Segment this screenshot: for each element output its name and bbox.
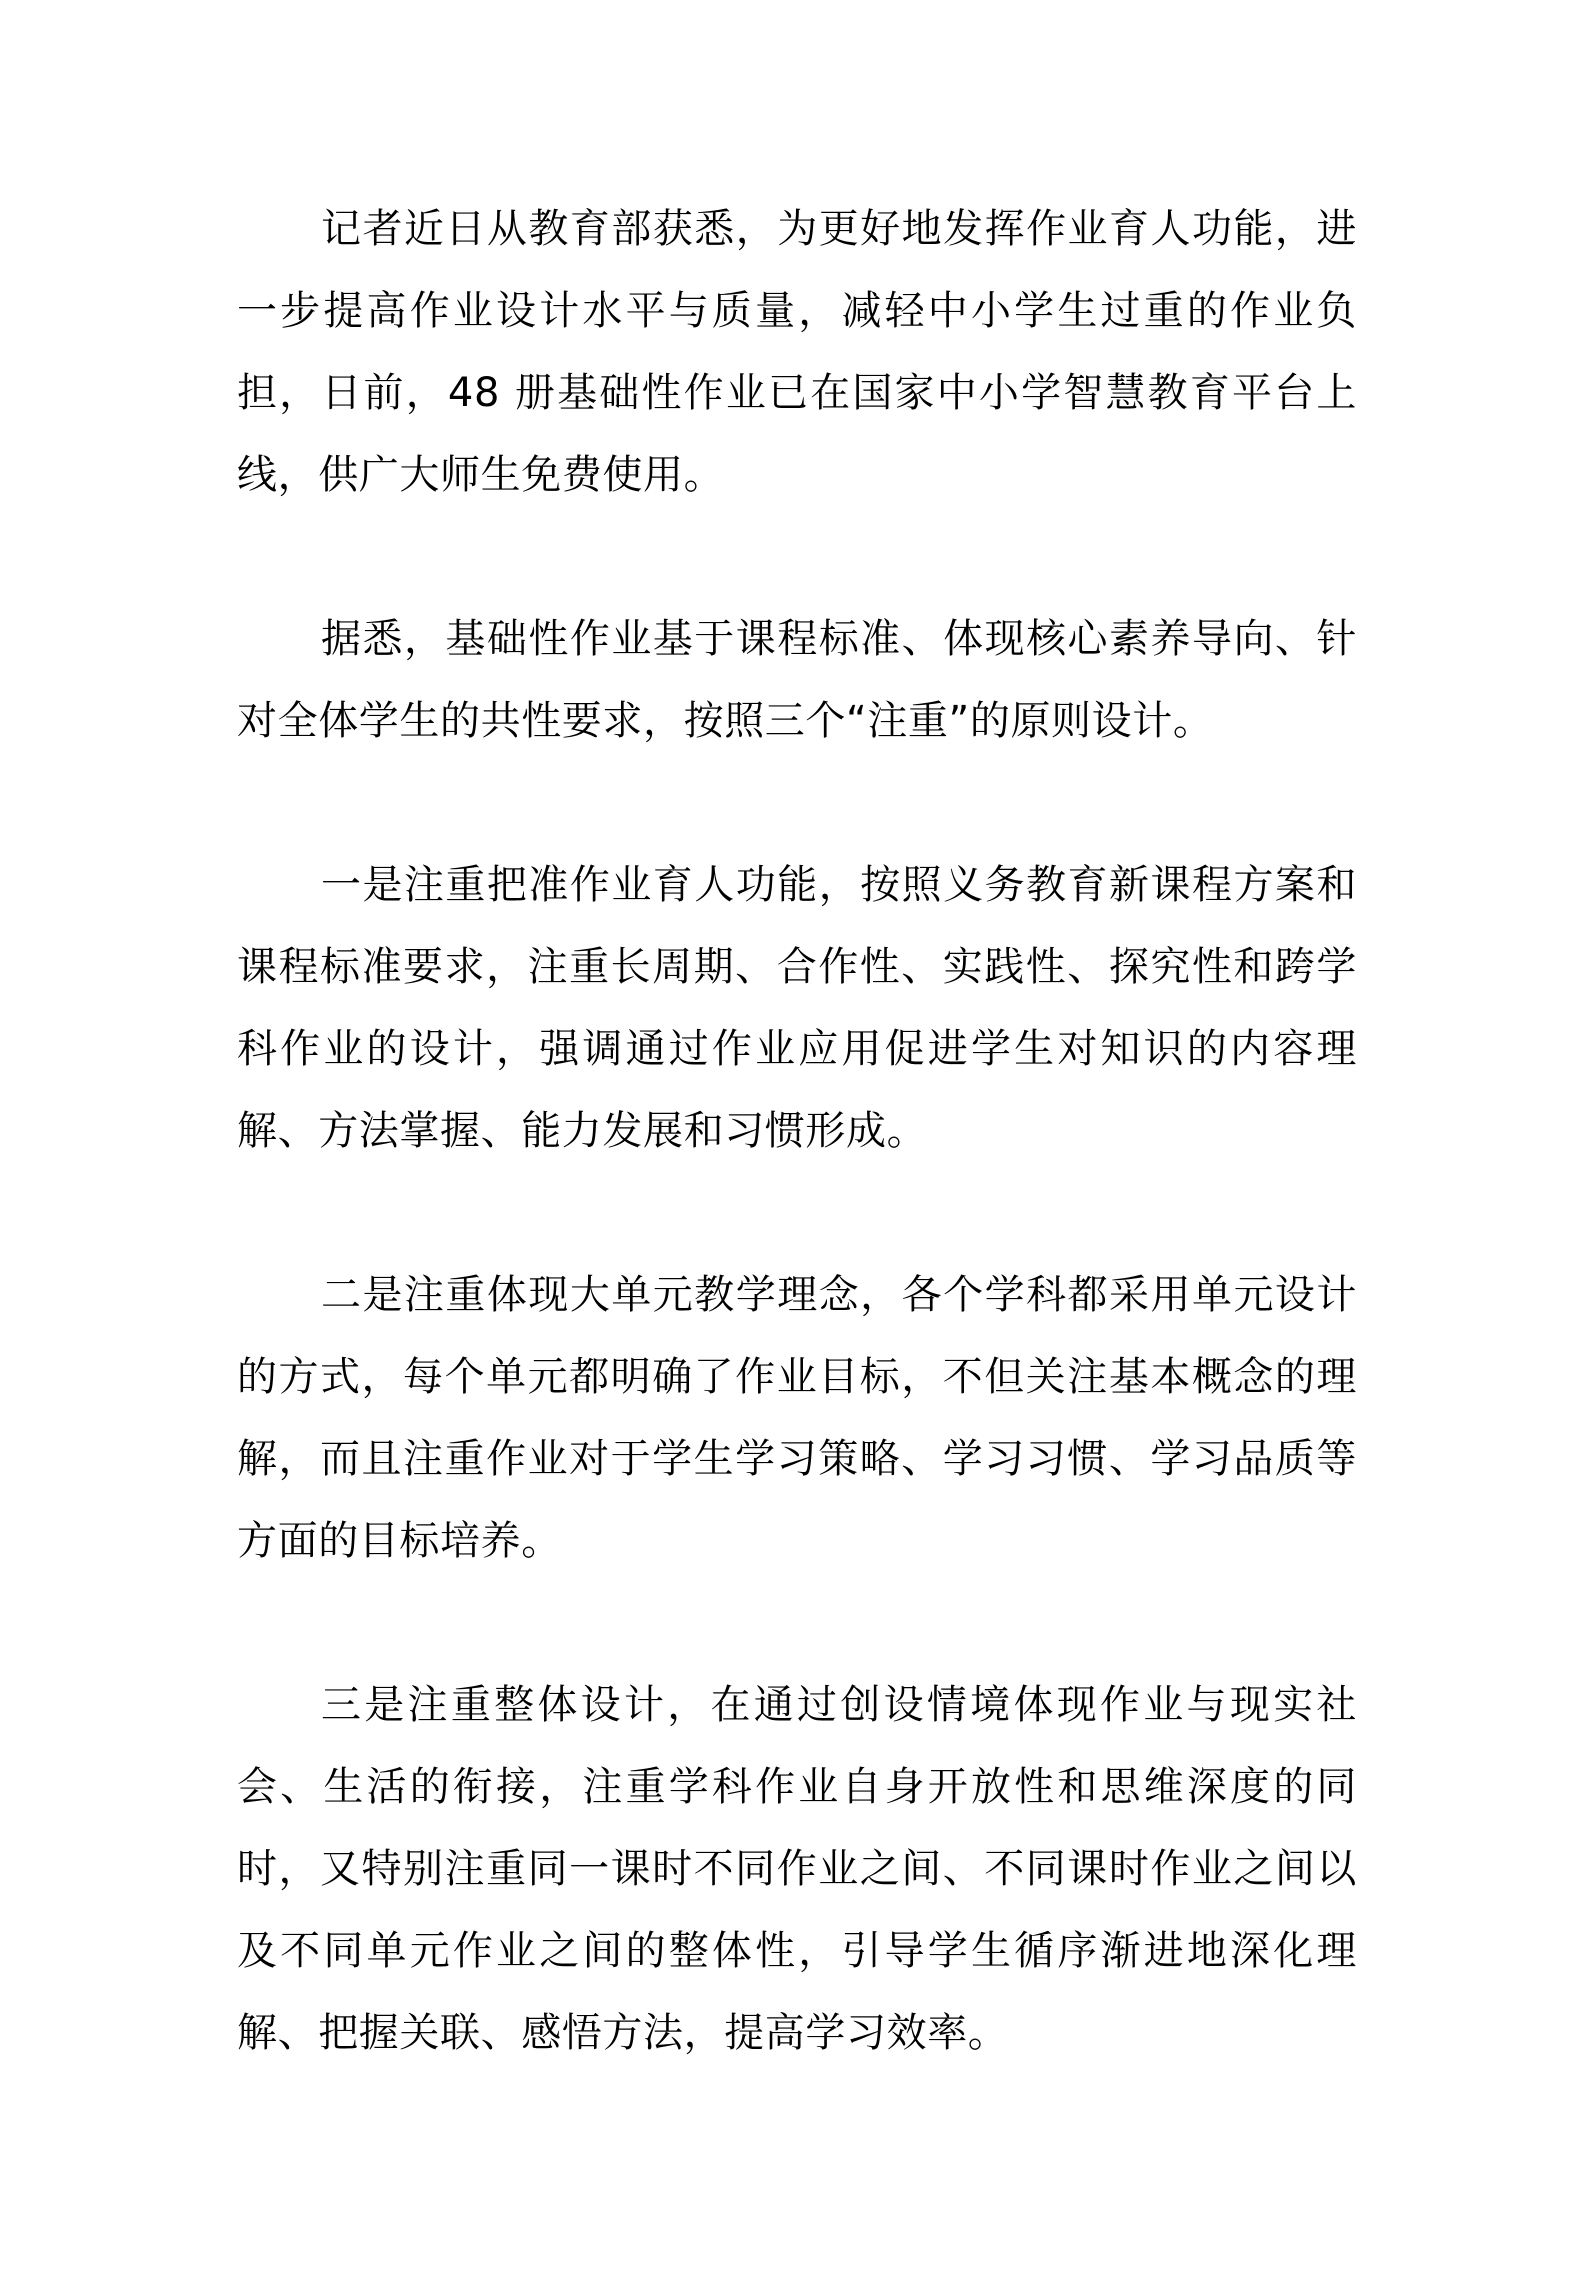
paragraph-principle-two: 二是注重体现大单元教学理念，各个学科都采用单元设计的方式，每个单元都明确了作业目标，不但关注基本概念的理解，而且注重作业对于学生学习策略、学习习惯、学习品质等方面的目标培养。 (237, 1272, 1357, 1564)
paragraph-intro: 记者近日从教育部获悉，为更好地发挥作业育人功能，进一步提高作业设计水平与质量，减轻中小学生过重的作业负担，日前，48 册基础性作业已在国家中小学智慧教育平台上线，供广大师生免费使用。 (237, 206, 1357, 498)
paragraph-principle-one: 一是注重把准作业育人功能，按照义务教育新课程方案和课程标准要求，注重长周期、合作性、实践性、探究性和跨学科作业的设计，强调通过作业应用促进学生对知识的内容理解、方法掌握、能力发展和习惯形成。 (237, 862, 1357, 1154)
paragraph-principle-three: 三是注重整体设计，在通过创设情境体现作业与现实社会、生活的衔接，注重学科作业自身开放性和思维深度的同时，又特别注重同一课时不同作业之间、不同课时作业之间以及不同单元作业之间的整体性，引导学生循序渐进地深化理解、把握关联、感悟方法，提高学习效率。 (237, 1682, 1357, 2056)
article-body (237, 188, 1357, 2074)
paragraph-principles-summary: 据悉，基础性作业基于课程标准、体现核心素养导向、针对全体学生的共性要求，按照三个“注重”的原则设计。 (237, 616, 1357, 744)
